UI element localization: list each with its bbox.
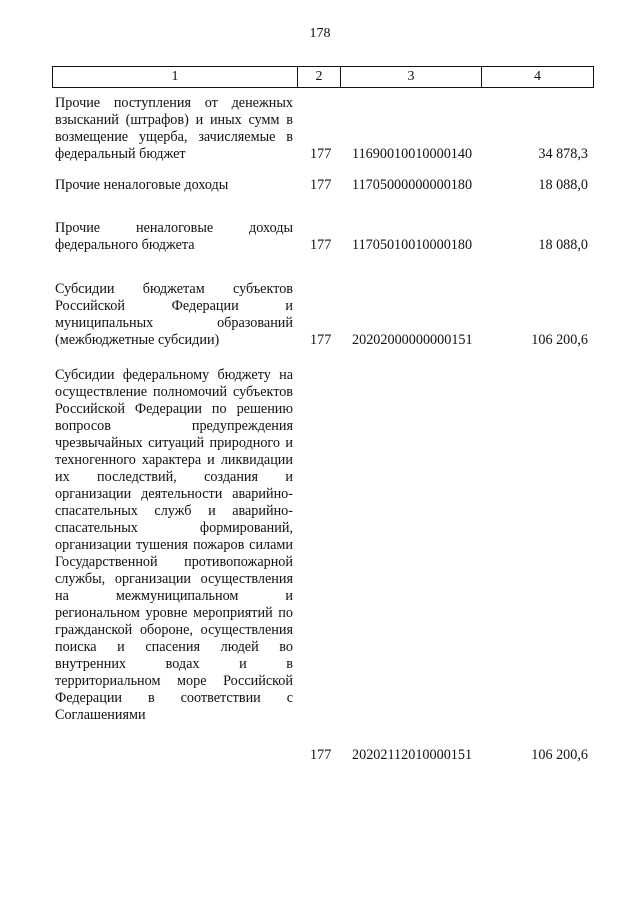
table-row [52,281,594,351]
row-amount: 18 088,0 [538,237,588,253]
row-admin-code: 177 [310,747,332,763]
row-admin-code: 177 [310,177,332,193]
column-header-3: 3 [341,67,482,87]
column-header-4: 4 [534,69,541,84]
row-kbk-code: 11690010010000140 [352,146,473,162]
row-name: Прочие поступления от денежных взысканий (штрафов) и иных сумм в возмещение ущерба, зачисляемые в федеральный бюджет [55,95,293,162]
row-kbk-code: 11705010010000180 [352,237,473,253]
page-number: 178 [309,26,331,41]
row-admin-code: 177 [310,237,332,253]
row-admin-code: 177 [310,146,332,162]
table-row [52,220,594,256]
row-amount: 18 088,0 [538,177,588,193]
table-row [52,95,594,165]
row-name: Прочие неналоговые доходы федерального бюджета [55,220,293,253]
row-kbk-code: 20202000000000151 [352,332,473,348]
row-name: Прочие неналоговые доходы [55,177,229,193]
row-amount: 34 878,3 [538,146,588,162]
row-kbk-code: 11705000000000180 [352,177,473,193]
column-header-2: 2 [298,67,341,87]
table-row [52,367,594,767]
row-admin-code: 177 [310,332,332,348]
column-header-1: 1 [53,67,298,87]
table-row [52,177,594,197]
row-amount: 106 200,6 [531,747,588,763]
table-column-headers [52,66,594,88]
row-name: Субсидии федеральному бюджету на осуществление полномочий субъектов Российской Федерации по решению вопросов предупреждения чрезвычайных ситуаций природного и техногенного характера и ликвидации их последствий, создания и организации деятельности аварийно-спасательных служб и аварийно-спасательных формирований, организации тушения пожаров силами Государственной противопожарной службы, организации осуществления на межмуниципальном и региональном уровне мероприятий по гражданской обороне, осуществления поиска и спасения людей во внутренних водах и в территориальном море Российской Федерации в соответствии с Соглашениями [55,367,293,723]
row-name: Субсидии бюджетам субъектов Российской Федерации и муниципальных образований (межбюджетные субсидии) [55,281,293,348]
row-kbk-code: 20202112010000151 [352,747,473,763]
row-amount: 106 200,6 [531,332,588,348]
